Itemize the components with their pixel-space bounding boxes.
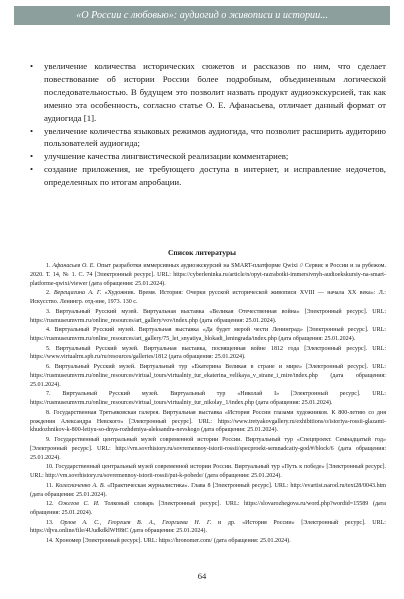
reference-item: [30, 390, 386, 408]
reference-author: Ожегов С. И.: [58, 501, 100, 508]
reference-item: [30, 326, 386, 344]
reference-text: Виртуальный Русский музей. Виртуальная выставка «Да будет мерой чести Ленинград» [Электронный ресурс]. URL: https://rusmuseumvrm.ru/online_resources/art_gallery/75_let_snyatiya_blokadi_leningrada/index.php (дата обращения: 25.01.2024).: [30, 327, 386, 343]
reference-number: 1.: [46, 263, 51, 269]
reference-item: [30, 519, 386, 537]
bullet-mark: •: [30, 125, 34, 136]
reference-text: «Художник. Время. История: Очерки русской исторической живописи XVIII — начала XX века»: Л.: Искусство. Ленингр. отд-ние, 1973. 130 с.: [30, 290, 386, 306]
page-number: 64: [197, 571, 207, 581]
reference-number: 13.: [46, 519, 54, 526]
reference-item: [30, 289, 386, 307]
reference-item: [30, 345, 386, 363]
reference-text: «Практическая журналистика». Глава 8 [Электронный ресурс]. URL: http://evartist.narod.ru/text28/0043.htm (дата обращения: 25.01.2024).: [30, 482, 386, 498]
reference-number: 14.: [46, 537, 54, 544]
reference-text: Толковый словарь [Электронный ресурс]. URL: https://slovarozhegova.ru/word.php?wordid=15589 (дата обращения: 25.01.2024).: [30, 501, 386, 516]
reference-item: [30, 436, 386, 463]
reference-text: Государственный центральный музей современной истории России. Виртуальный тур «Спецпроект. Семнадцатый год» [Электронный ресурс]. URL: http://vm.sovrhistory.ru/sovremennoy-istorii-rossii/specproekt-semnadcatiy-god/#/block/6 (дата обращения: 25.01.2024).: [30, 436, 386, 461]
reference-author: Афанасьев О. Е.: [52, 263, 95, 269]
reference-text: Государственный центральный музей современной истории России. Виртуальный тур «Путь к победе» [Электронный ресурс]. URL: http://vm.sovrhistory.ru/sovremennoy-istorii-rossii/put-k-pobede/ (дата обращения: 25.01.2024).: [30, 464, 387, 480]
bullet-mark: •: [30, 61, 34, 71]
reference-text: Виртуальный Русский музей. Виртуальная выставка, посвященная войне 1812 года [Электронный ресурс]. URL: https://www.virtualrm.spb.ru/ru/resources/galleries/1812 (дата обращения: 25.01.2024).: [30, 345, 387, 361]
reference-number: 11.: [46, 482, 54, 489]
reference-number: 5.: [46, 345, 51, 352]
reference-number: 4.: [46, 327, 51, 334]
reference-number: 10.: [46, 464, 54, 471]
reference-text: Виртуальный Русский музей. Виртуальная выставка «Великая Отечественная война» [Электронный ресурс]. URL: https://rusmuseumvrm.ru/online_resources/art_gallery/vov/index.php (дата обращения: 25.01.2024).: [30, 308, 387, 324]
reference-text: Опыт разработки иммерсивных аудиоэкскурсий на SMART-платформе Qwixi // Сервис в России и за рубежом. 2020. Т. 14, № 1. С. 74 [Электронный ресурс]. URL: https://cyberleninka.ru/article/n/opyt-razrabotki-immersivnyh-audioekskursiy-na-smart-platforme-qwixi/viewer (дата обращения: 25.01.2024).: [30, 263, 387, 287]
reference-author: Колесниченко А. В.: [55, 482, 106, 489]
reference-number: 9.: [46, 436, 51, 443]
bullet-item: [30, 125, 386, 151]
reference-text: Государственная Третьяковская галерея. Виртуальная выставка «История России глазами художников. К 800-летию со дня рождения Александра Невского» [Электронный ресурс]. URL: https://www.tretyakovgallery.ru/exhibitions/o/istoriya-rossii-glazami-khudozhnikov-k-800-letiyu-so-dnya-rozhdeniya-aleksandra-nevskogo (дата обращения: 25.01.2024).: [30, 409, 386, 434]
reference-item: [30, 262, 386, 289]
bullet-list: [30, 60, 386, 189]
reference-item: [30, 363, 386, 390]
reference-author: Орлов А. С., Георгиев В. А., Георгиева Н. Г.: [60, 519, 212, 526]
reference-item: [30, 537, 386, 546]
running-header-title: «О России с любовью»: аудиогид о живописи и истории...: [76, 10, 328, 21]
reference-number: 2.: [46, 290, 51, 297]
bullet-text: увеличение количества языковых режимов аудиогида, что позволит расширить аудиторию пользователей аудиогида;: [44, 125, 386, 149]
bullet-item: [30, 60, 386, 125]
reference-item: [30, 409, 386, 436]
bullet-item: [30, 150, 386, 163]
references-list: [30, 262, 386, 546]
bullet-text: улучшение качества лингвистической реализации комментариев;: [44, 151, 289, 162]
running-header: [14, 6, 390, 25]
bullet-text: увеличение количества исторических сюжетов и рассказов по ним, что сделает повествование об истории России более подробным, объединенным логической последовательностью. В будущем это позволит назвать продукт аудиоэкскурсией, так как именно эта особенность, согласно статье О. Е. Афанасьева, отличает данный формат от аудиогида [1].: [44, 61, 386, 123]
bullet-item: [30, 163, 386, 189]
reference-text: Виртуальный Русский музей. Виртуальный тур «Екатерина Великая в стране и мире» [Электронный ресурс]. URL: https://rusmuseumvrm.ru/online_resources/virtual_tours/virtualniy_tur_ekaterina_velikaya_v_strane_i_mire/index.php (дата обращения: 25.01.2024).: [30, 363, 386, 388]
reference-author: Верещагина А. Г.: [53, 290, 102, 297]
references-title: Список литературы: [168, 248, 236, 257]
reference-number: 12.: [46, 501, 54, 508]
reference-item: [30, 500, 386, 518]
bullet-mark: •: [30, 151, 34, 162]
reference-number: 6.: [46, 363, 51, 370]
bullet-mark: •: [30, 164, 34, 175]
reference-number: 7.: [46, 391, 51, 398]
reference-item: [30, 308, 386, 326]
reference-item: [30, 463, 386, 481]
reference-text: и др. «История России» [Электронный ресурс]. URL: https://djvu.online/file/4UudkdklWH8tC (дата обращения: 25.01.2024).: [30, 519, 386, 535]
reference-item: [30, 482, 386, 500]
reference-number: 8.: [46, 409, 51, 416]
bullet-text: создание приложения, не требующего доступа в интернет, и исправление недочетов, определенных по итогам апробации.: [44, 164, 386, 188]
reference-text: Хрономер [Электронный ресурс]. URL: https://hronomer.com/ (дата обращения: 25.01.2024).: [55, 537, 291, 544]
reference-text: Виртуальный Русский музей. Виртуальный тур «Николай I» [Электронный ресурс]. URL: https://rusmuseumvrm.ru/online_resources/virtual_tours/virtualniy_tur_nikolay_1/index.php (дата обращения: 25.01.2024).: [30, 391, 386, 407]
reference-number: 3.: [46, 308, 51, 315]
